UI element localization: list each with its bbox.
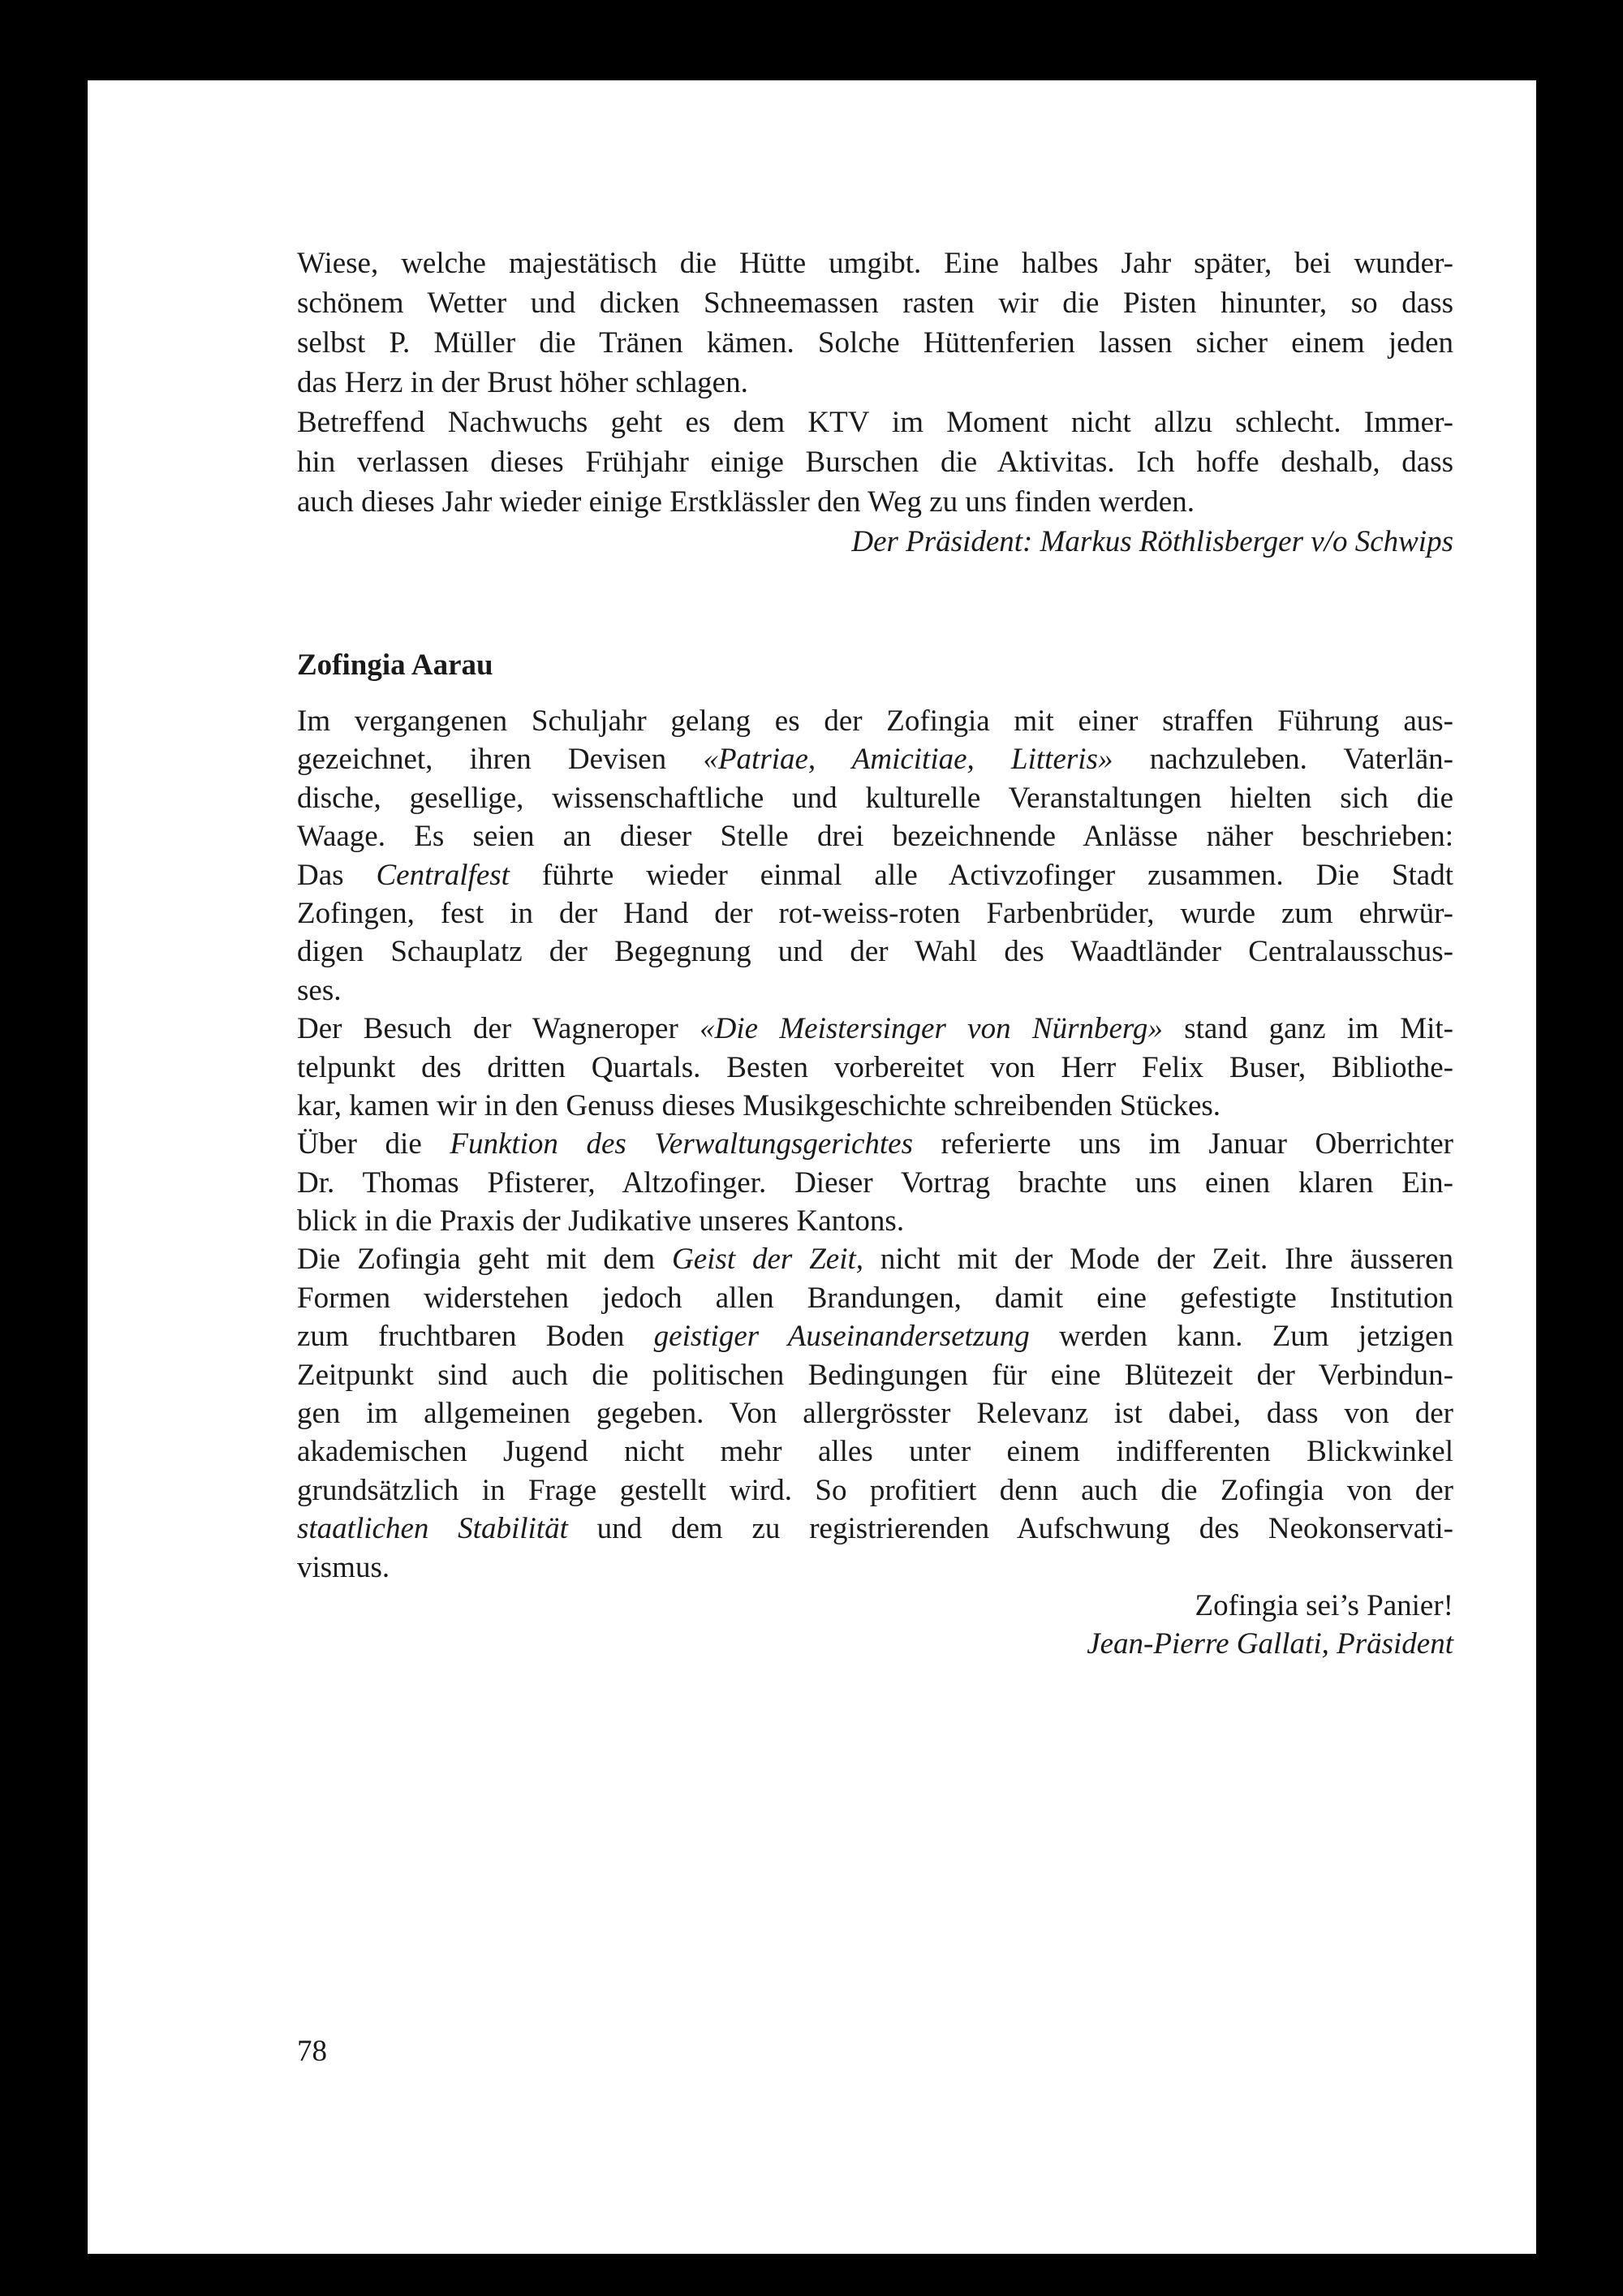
- text-segment: auch dieses Jahr wieder einige Erstklässler den Weg zu uns finden werden.: [297, 485, 1195, 519]
- text-segment: dische, gesellige, wissenschaftliche und kulturelle Veranstaltungen hielten sich die: [297, 781, 1453, 815]
- text-segment: Wiese, welche majestätisch die Hütte umgibt. Eine halbes Jahr später, bei wunder-: [297, 247, 1453, 280]
- text-segment: Die Zofingia geht mit dem: [297, 1243, 672, 1277]
- text-line: [297, 1010, 1453, 1048]
- text-segment: und dem zu registrierenden Aufschwung des Neokonservati-: [567, 1512, 1454, 1546]
- italic-text: Funktion des Verwaltungsgerichtes: [450, 1127, 913, 1161]
- text-segment: Betreffend Nachwuchs geht es dem KTV im Moment nicht allzu schlecht. Immer-: [297, 406, 1453, 439]
- text-segment: Waage. Es seien an dieser Stelle drei bezeichnende Anlässe näher beschrieben:: [297, 820, 1453, 854]
- italic-text: Geist der Zeit,: [672, 1243, 864, 1277]
- text-segment: werden kann. Zum jetzigen: [1029, 1320, 1453, 1354]
- text-line: [297, 1394, 1453, 1432]
- text-line: [297, 740, 1453, 778]
- closing-motto: Zofingia sei’s Panier!: [1195, 1588, 1453, 1622]
- text-line: [297, 702, 1453, 740]
- text-line: [297, 1125, 1453, 1163]
- text-segment: stand ganz im Mit-: [1162, 1012, 1453, 1046]
- text-line: [297, 933, 1453, 971]
- text-segment: zum fruchtbaren Boden: [297, 1320, 654, 1354]
- text-segment: blick in die Praxis der Judikative unseres Kantons.: [297, 1204, 905, 1238]
- text-line: [297, 1432, 1453, 1471]
- text-segment: Im vergangenen Schuljahr gelang es der Zofingia mit einer straffen Führung aus-: [297, 704, 1453, 738]
- text-line: [297, 1317, 1453, 1355]
- page-number: 78: [297, 2035, 327, 2068]
- text-line: [297, 1202, 1453, 1240]
- text-segment: Zeitpunkt sind auch die politischen Bedingungen für eine Blütezeit der Verbindun-: [297, 1358, 1453, 1392]
- italic-text: «Die Meistersinger von Nürnberg»: [700, 1012, 1163, 1046]
- text-line: [297, 363, 1453, 403]
- text-line: [297, 1356, 1453, 1394]
- text-line: [297, 971, 1453, 1010]
- ktv-report-continuation: [297, 243, 1453, 562]
- text-segment: Zofingen, fest in der Hand der rot-weiss-roten Farbenbrüder, wurde zum ehrwür-: [297, 896, 1453, 930]
- text-segment: Der Besuch der Wagneroper: [297, 1012, 700, 1046]
- text-segment: akademischen Jugend nicht mehr alles unter einem indifferenten Blickwinkel: [297, 1435, 1453, 1469]
- text-line: [297, 283, 1453, 323]
- text-line: [297, 323, 1453, 363]
- president-signature: Jean-Pierre Gallati, Präsident: [1087, 1627, 1453, 1661]
- text-segment: schönem Wetter und dicken Schneemassen rasten wir die Pisten hinunter, so dass: [297, 286, 1453, 320]
- text-line: [297, 403, 1453, 442]
- text-line: [297, 779, 1453, 817]
- text-segment: gezeichnet, ihren Devisen: [297, 743, 704, 777]
- text-segment: Über die: [297, 1127, 450, 1161]
- president-signature: Der Präsident: Markus Röthlisberger v/o Schwips: [851, 525, 1453, 558]
- text-segment: vismus.: [297, 1550, 390, 1584]
- text-segment: digen Schauplatz der Begegnung und der Wahl des Waadtländer Centralausschus-: [297, 935, 1453, 969]
- text-line: [297, 817, 1453, 855]
- document-page: [88, 80, 1536, 2254]
- text-segment: selbst P. Müller die Tränen kämen. Solche Hüttenferien lassen sicher einem jeden: [297, 326, 1453, 360]
- zofingia-aarau-report: [297, 702, 1453, 1664]
- text-line: [297, 1087, 1453, 1125]
- text-line: [297, 894, 1453, 933]
- text-segment: Das: [297, 858, 377, 892]
- text-line: [297, 1471, 1453, 1510]
- text-segment: führte wieder einmal alle Activzofinger zusammen. Die Stadt: [509, 858, 1454, 892]
- text-segment: gen im allgemeinen gegeben. Von allergrösster Relevanz ist dabei, dass von der: [297, 1397, 1453, 1431]
- text-segment: telpunkt des dritten Quartals. Besten vorbereitet von Herr Felix Buser, Bibliothe-: [297, 1050, 1453, 1084]
- text-segment: hin verlassen dieses Frühjahr einige Burschen die Aktivitas. Ich hoffe deshalb, dass: [297, 446, 1453, 479]
- italic-text: staatlichen Stabilität: [297, 1512, 568, 1546]
- text-line: [297, 1240, 1453, 1278]
- text-segment: referierte uns im Januar Oberrichter: [913, 1127, 1453, 1161]
- text-segment: nachzuleben. Vaterlän-: [1113, 743, 1454, 777]
- italic-text: geistiger Auseinandersetzung: [653, 1320, 1030, 1354]
- text-line: [297, 442, 1453, 482]
- text-line: [297, 856, 1453, 894]
- text-line: [297, 243, 1453, 283]
- text-line: [297, 1049, 1453, 1087]
- text-segment: das Herz in der Brust höher schlagen.: [297, 366, 748, 399]
- text-line: [297, 1164, 1453, 1202]
- text-line: [297, 1510, 1453, 1548]
- section-heading: Zofingia Aarau: [297, 648, 493, 682]
- text-segment: grundsätzlich in Frage gestellt wird. So profitiert denn auch die Zofingia von der: [297, 1473, 1453, 1507]
- text-segment: ses.: [297, 973, 342, 1007]
- text-line: [297, 1279, 1453, 1317]
- text-segment: Formen widerstehen jedoch allen Brandungen, damit eine gefestigte Institution: [297, 1281, 1453, 1315]
- text-segment: kar, kamen wir in den Genuss dieses Musikgeschichte schreibenden Stückes.: [297, 1088, 1221, 1122]
- text-segment: Dr. Thomas Pfisterer, Altzofinger. Dieser Vortrag brachte uns einen klaren Ein-: [297, 1165, 1453, 1200]
- text-line: [297, 1549, 1453, 1587]
- italic-text: «Patriae, Amicitiae, Litteris»: [703, 743, 1113, 777]
- text-line: [297, 482, 1453, 522]
- text-segment: nicht mit der Mode der Zeit. Ihre äusseren: [863, 1243, 1454, 1277]
- italic-text: Centralfest: [376, 858, 510, 892]
